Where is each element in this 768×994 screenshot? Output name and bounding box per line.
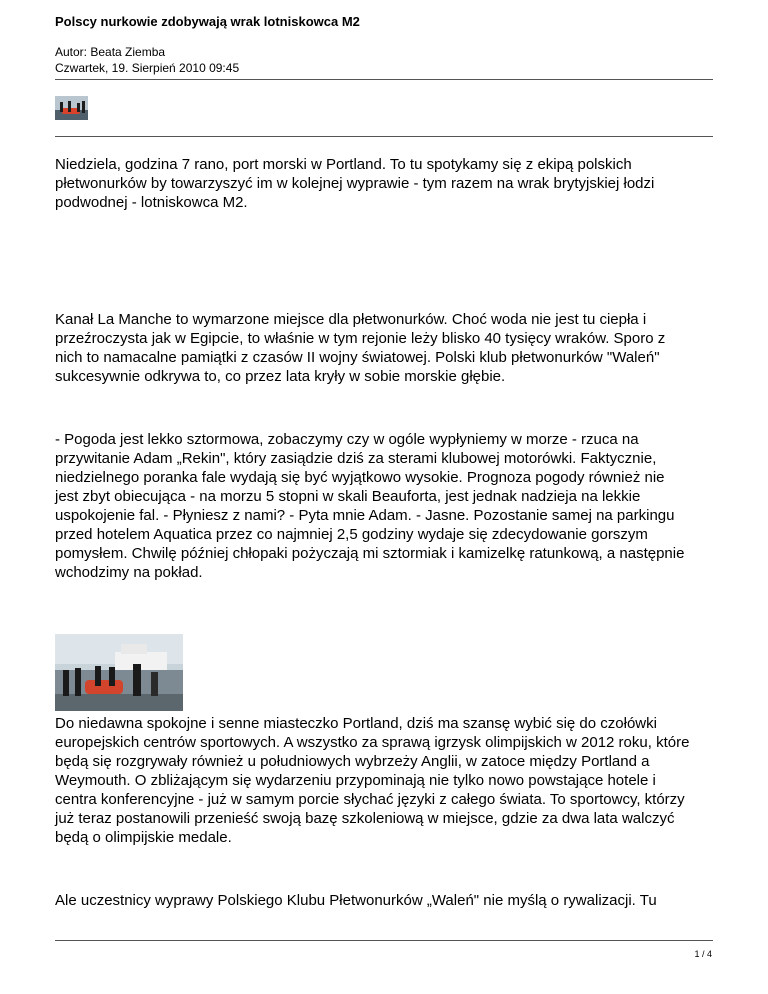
text-line: Weymouth. O zbliżającym się wydarzeniu przypominają nie tylko nowo powstające hotele i [55, 772, 656, 789]
text-line: uspokojenie fal. - Płyniesz z nami? - Pyta mnie Adam. - Jasne. Pozostanie samej na parkingu [55, 507, 675, 524]
thumbnail-image [55, 96, 88, 120]
footer-divider [55, 940, 713, 941]
text-line: Kanał La Manche to wymarzone miejsce dla płetwonurków. Choć woda nie jest tu ciepła i [55, 311, 647, 328]
article-meta [55, 44, 239, 76]
text-line: przeźroczysta jak w Egipcie, to właśnie w tym rejonie leży blisko 40 tysięcy wraków. Sporo z [55, 330, 666, 347]
article-title: Polscy nurkowie zdobywają wrak lotniskowca M2 [55, 14, 360, 29]
paragraph-3 [55, 430, 725, 582]
text-line: sukcesywnie odkrywa to, co przez lata kryły w sobie morskie głębie. [55, 368, 506, 385]
text-line: przywitanie Adam „Rekin", który zasiądzie dziś za sterami klubowej motorówki. Faktycznie, [55, 450, 657, 467]
text-line: nich to namacalne pamiątki z czasów II wojny światowej. Polski klub płetwonurków "Waleń" [55, 349, 660, 366]
paragraph-5 [55, 891, 725, 910]
text-line: - Pogoda jest lekko sztormowa, zobaczymy czy w ogóle wypłyniemy w morze - rzuca na [55, 431, 639, 448]
paragraph-4 [55, 714, 725, 847]
page-number: 1 / 4 [694, 949, 712, 959]
paragraph-1 [55, 155, 725, 212]
text-line: jest zbyt obiecująca - na morzu 5 stopni w skali Beauforta, jest jednak nadzieja na lekkie [55, 488, 641, 505]
header-divider [55, 79, 713, 80]
text-line: niedzielnego poranka fale wydają się być wyjątkowo wysokie. Prognoza pogody również nie [55, 469, 665, 486]
text-line: Ale uczestnicy wyprawy Polskiego Klubu Płetwonurków „Waleń" nie myślą o rywalizacji. Tu [55, 892, 657, 909]
text-line: europejskich centrów sportowych. A wszystko za sprawą igrzysk olimpijskich w 2012 roku, które [55, 734, 690, 751]
text-line: płetwonurków by towarzyszyć im w kolejnej wyprawie - tym razem na wrak brytyjskiej łodzi [55, 175, 655, 192]
text-line: przed hotelem Aquatica przez co najmniej 2,5 godziny wydaje się zdecydowanie gorszym [55, 526, 648, 543]
paragraph-2 [55, 310, 725, 386]
text-line: Niedziela, godzina 7 rano, port morski w Portland. To tu spotykamy się z ekipą polskich [55, 156, 632, 173]
date-line: Czwartek, 19. Sierpień 2010 09:45 [55, 61, 240, 75]
article-photo [55, 634, 183, 711]
author-line: Autor: Beata Ziemba [55, 45, 166, 59]
text-line: będą się rozgrywały również u południowych wybrzeży Anglii, w zatoce między Portland a [55, 753, 650, 770]
text-line: będą o olimpijskie medale. [55, 829, 232, 846]
text-line: wchodzimy na pokład. [55, 564, 203, 581]
text-line: pomysłem. Chwilę później chłopaki pożyczają mi sztormiak i kamizelkę ratunkową, a następnie [55, 545, 685, 562]
text-line: już teraz postanowili przenieść swoją bazę szkoleniową w miejsce, gdzie za dwa lata walczyć [55, 810, 675, 827]
section-divider [55, 136, 713, 137]
text-line: podwodnej - lotniskowca M2. [55, 194, 248, 211]
text-line: centra konferencyjne - już w samym porcie słychać języki z całego świata. To sportowcy, którzy [55, 791, 685, 808]
text-line: Do niedawna spokojne i senne miasteczko Portland, dziś ma szansę wybić się do czołówki [55, 715, 657, 732]
